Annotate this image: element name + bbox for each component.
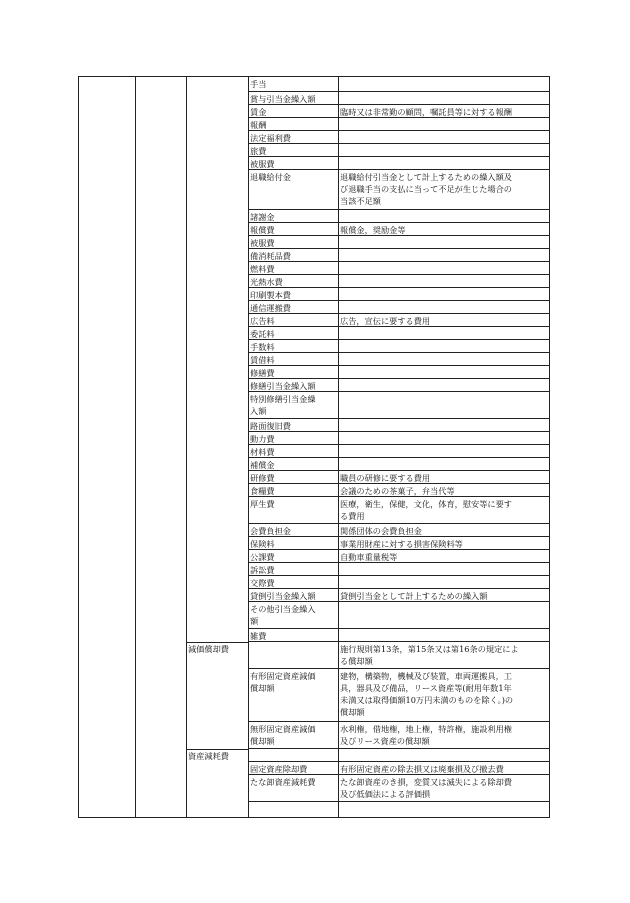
ledger-table bbox=[78, 76, 550, 818]
account-item-name: 委託料 bbox=[250, 329, 275, 339]
column-divider bbox=[135, 77, 136, 817]
account-item-name: たな卸資産減耗費 bbox=[250, 777, 316, 787]
account-item-name: 賃借料 bbox=[250, 355, 275, 365]
account-item-description: 有形固定資産の除去損又は廃棄損及び撤去費 bbox=[340, 764, 504, 774]
account-item-name: 報償費 bbox=[250, 225, 275, 235]
account-item-name: 賞与引当金繰入額 bbox=[250, 94, 316, 104]
account-item-description: 退職給付引当金として計上するための繰入額及 び退職手当の支払に当って不足が生じた場合の 当該不足額 bbox=[340, 172, 512, 207]
account-item-name: 燃料費 bbox=[250, 264, 275, 274]
account-item-description: 会議のための茶菓子，弁当代等 bbox=[340, 486, 455, 496]
account-item-description: 関係団体の会費負担金 bbox=[340, 526, 422, 536]
account-item-name: 修繕引当金繰入額 bbox=[250, 381, 316, 391]
table-row bbox=[248, 749, 549, 762]
account-item-name: 路面復旧費 bbox=[250, 421, 291, 431]
account-item-description: 事業用財産に対する損害保険料等 bbox=[340, 539, 463, 549]
account-item-name: 被服費 bbox=[250, 238, 275, 248]
account-item-description: 報償金，奨励金等 bbox=[340, 225, 406, 235]
account-item-name: 有形固定資産減価 償却額 bbox=[250, 671, 316, 694]
account-item-name: 法定福利費 bbox=[250, 133, 291, 143]
account-item-name: 貸倒引当金繰入額 bbox=[250, 591, 316, 601]
account-item-name: 手当 bbox=[250, 79, 267, 89]
account-item-name: 特別修繕引当金繰 入額 bbox=[250, 394, 316, 417]
account-item-description: 施行規則第13条，第15条又は第16条の規定によ る償却額 bbox=[340, 644, 519, 667]
account-item-name: 動力費 bbox=[250, 434, 275, 444]
account-item-name: 広告料 bbox=[250, 316, 275, 326]
account-item-description: たな卸資産のき損，変質又は滅失による除却費 及び低価法による評価損 bbox=[340, 777, 512, 800]
account-item-description: 建物，構築物，機械及び装置，車両運搬具，工 具，器具及び備品，リース資産等(耐用年数1年 未満又は取得価額10万円未満のものを除く。)の 償却額 bbox=[340, 671, 514, 718]
account-item-name: 研修費 bbox=[250, 473, 275, 483]
account-item-description: 医療，衛生，保健，文化，体育，慰安等に要す る費用 bbox=[340, 499, 512, 522]
account-item-name: 交際費 bbox=[250, 578, 275, 588]
account-item-name: 保険料 bbox=[250, 539, 275, 549]
account-item-name: 備消耗品費 bbox=[250, 251, 291, 261]
account-item-name: 手数料 bbox=[250, 342, 275, 352]
account-item-name: 会費負担金 bbox=[250, 526, 291, 536]
account-item-description: 自動車重量税等 bbox=[340, 552, 398, 562]
account-item-name: 補償金 bbox=[250, 460, 275, 470]
account-item-name: 賃金 bbox=[250, 107, 267, 117]
account-item-description: 貸倒引当金として計上するための繰入額 bbox=[340, 591, 488, 601]
account-item-description: 職員の研修に要する費用 bbox=[340, 473, 431, 483]
account-item-name: 光熱水費 bbox=[250, 277, 283, 287]
account-item-description: 臨時又は非常勤の顧問，嘱託員等に対する報酬 bbox=[340, 107, 512, 117]
account-item-name: 雑費 bbox=[250, 631, 267, 641]
account-item-name: 公課費 bbox=[250, 552, 275, 562]
account-item-name: その他引当金繰入 額 bbox=[250, 604, 316, 627]
account-item-name: 材料費 bbox=[250, 447, 275, 457]
account-item-name: 旅費 bbox=[250, 146, 267, 156]
account-item-description: 水利権，借地権，地上権，特許権，施設利用権 及びリース資産の償却額 bbox=[340, 724, 512, 747]
account-item-name: 訴訟費 bbox=[250, 565, 275, 575]
account-item-name: 印刷製本費 bbox=[250, 290, 291, 300]
section-label: 資産減耗費 bbox=[188, 751, 229, 761]
account-item-name: 食糧費 bbox=[250, 486, 275, 496]
account-item-name: 修繕費 bbox=[250, 368, 275, 378]
account-item-description: 広告，宣伝に要する費用 bbox=[340, 316, 431, 326]
account-item-name: 被服費 bbox=[250, 159, 275, 169]
column-divider bbox=[186, 77, 187, 817]
account-item-name: 固定資産除却費 bbox=[250, 764, 308, 774]
account-item-name: 諸謝金 bbox=[250, 212, 275, 222]
account-item-name: 報酬 bbox=[250, 120, 267, 130]
account-item-name: 通信運搬費 bbox=[250, 303, 291, 313]
section-label: 減価償却費 bbox=[188, 644, 229, 654]
account-item-name: 厚生費 bbox=[250, 499, 275, 509]
account-item-name: 無形固定資産減価 償却額 bbox=[250, 724, 316, 747]
account-item-name: 退職給付金 bbox=[250, 172, 291, 182]
